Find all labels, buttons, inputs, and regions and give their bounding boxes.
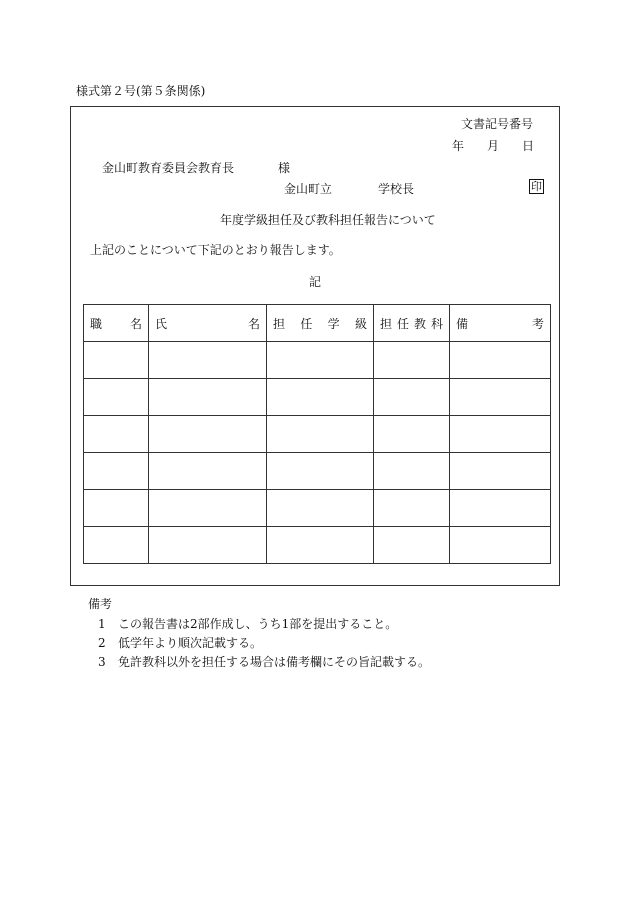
table-cell xyxy=(374,453,450,490)
table-row xyxy=(84,342,551,379)
table-cell xyxy=(84,342,149,379)
table-header-char: 科 xyxy=(430,316,443,331)
form-label: 様式第２号(第５条関係) xyxy=(76,84,206,98)
remark-number: 2 xyxy=(98,636,106,650)
table-cell xyxy=(149,527,267,564)
addressee-honorific: 様 xyxy=(278,161,291,175)
table-cell xyxy=(374,416,450,453)
table-cell xyxy=(84,379,149,416)
table-header-char: 級 xyxy=(354,316,367,331)
remark-text: この報告書は2部作成し、うち1部を提出すること。 xyxy=(118,617,398,631)
document-number-label: 文書記号番号 xyxy=(461,117,534,131)
table-body xyxy=(84,342,551,564)
table-row xyxy=(84,453,551,490)
table-header-char: 担 xyxy=(273,316,286,331)
table-cell xyxy=(149,379,267,416)
table-header-char: 学 xyxy=(327,316,340,331)
table-cell xyxy=(374,342,450,379)
table-cell xyxy=(267,490,374,527)
table-cell xyxy=(84,453,149,490)
date-day-label: 日 xyxy=(522,139,535,153)
remark-text: 低学年より順次記載する。 xyxy=(118,636,263,650)
table-cell xyxy=(374,379,450,416)
remarks-heading: 備考 xyxy=(88,597,113,611)
report-table xyxy=(83,304,551,564)
table-header-char: 名 xyxy=(247,316,260,331)
table-header-char: 備 xyxy=(456,316,469,331)
remark-text: 免許教科以外を担任する場合は備考欄にその旨記載する。 xyxy=(118,655,431,669)
table-header-char: 教 xyxy=(413,316,426,331)
table-header-cell xyxy=(450,305,551,342)
table-cell xyxy=(267,416,374,453)
table-cell xyxy=(450,379,551,416)
remark-number: 1 xyxy=(98,617,106,631)
remark-number: 3 xyxy=(98,655,106,669)
table-cell xyxy=(149,453,267,490)
table-cell xyxy=(450,342,551,379)
table-header-cell xyxy=(84,305,149,342)
ki-heading: 記 xyxy=(309,275,322,289)
seal-label: 印 xyxy=(531,180,542,193)
table-cell xyxy=(84,490,149,527)
table-header-char: 任 xyxy=(396,316,409,331)
school-name-prefix: 金山町立 xyxy=(284,182,333,196)
table-cell xyxy=(267,453,374,490)
table-row xyxy=(84,416,551,453)
table-row xyxy=(84,527,551,564)
table-cell xyxy=(149,416,267,453)
table-header-char: 考 xyxy=(531,316,544,331)
table-cell xyxy=(450,490,551,527)
seal-box xyxy=(529,179,544,194)
report-title: 年度学級担任及び教科担任報告について xyxy=(220,213,436,227)
table-cell xyxy=(267,342,374,379)
table-header-cell xyxy=(149,305,267,342)
table-row xyxy=(84,490,551,527)
table-cell xyxy=(450,416,551,453)
table-header-char: 職 xyxy=(90,316,103,331)
principal-title: 学校長 xyxy=(378,182,415,196)
table-header-row xyxy=(84,305,551,342)
table-cell xyxy=(374,527,450,564)
table-cell xyxy=(450,453,551,490)
table-cell xyxy=(84,527,149,564)
table-cell xyxy=(267,527,374,564)
table-cell xyxy=(450,527,551,564)
table-header-char: 担 xyxy=(380,316,393,331)
table-header-cell xyxy=(374,305,450,342)
table-header-char: 名 xyxy=(129,316,142,331)
table-cell xyxy=(374,490,450,527)
table-row xyxy=(84,379,551,416)
table-header-char: 氏 xyxy=(155,316,168,331)
report-body-text: 上記のことについて下記のとおり報告します。 xyxy=(90,243,341,257)
table-cell xyxy=(149,490,267,527)
table-header-char: 任 xyxy=(300,316,313,331)
date-year-label: 年 xyxy=(452,139,465,153)
addressee: 金山町教育委員会教育長 xyxy=(102,161,235,175)
table-cell xyxy=(149,342,267,379)
table-cell xyxy=(267,379,374,416)
table-cell xyxy=(84,416,149,453)
table-header-cell xyxy=(267,305,374,342)
date-month-label: 月 xyxy=(487,139,500,153)
